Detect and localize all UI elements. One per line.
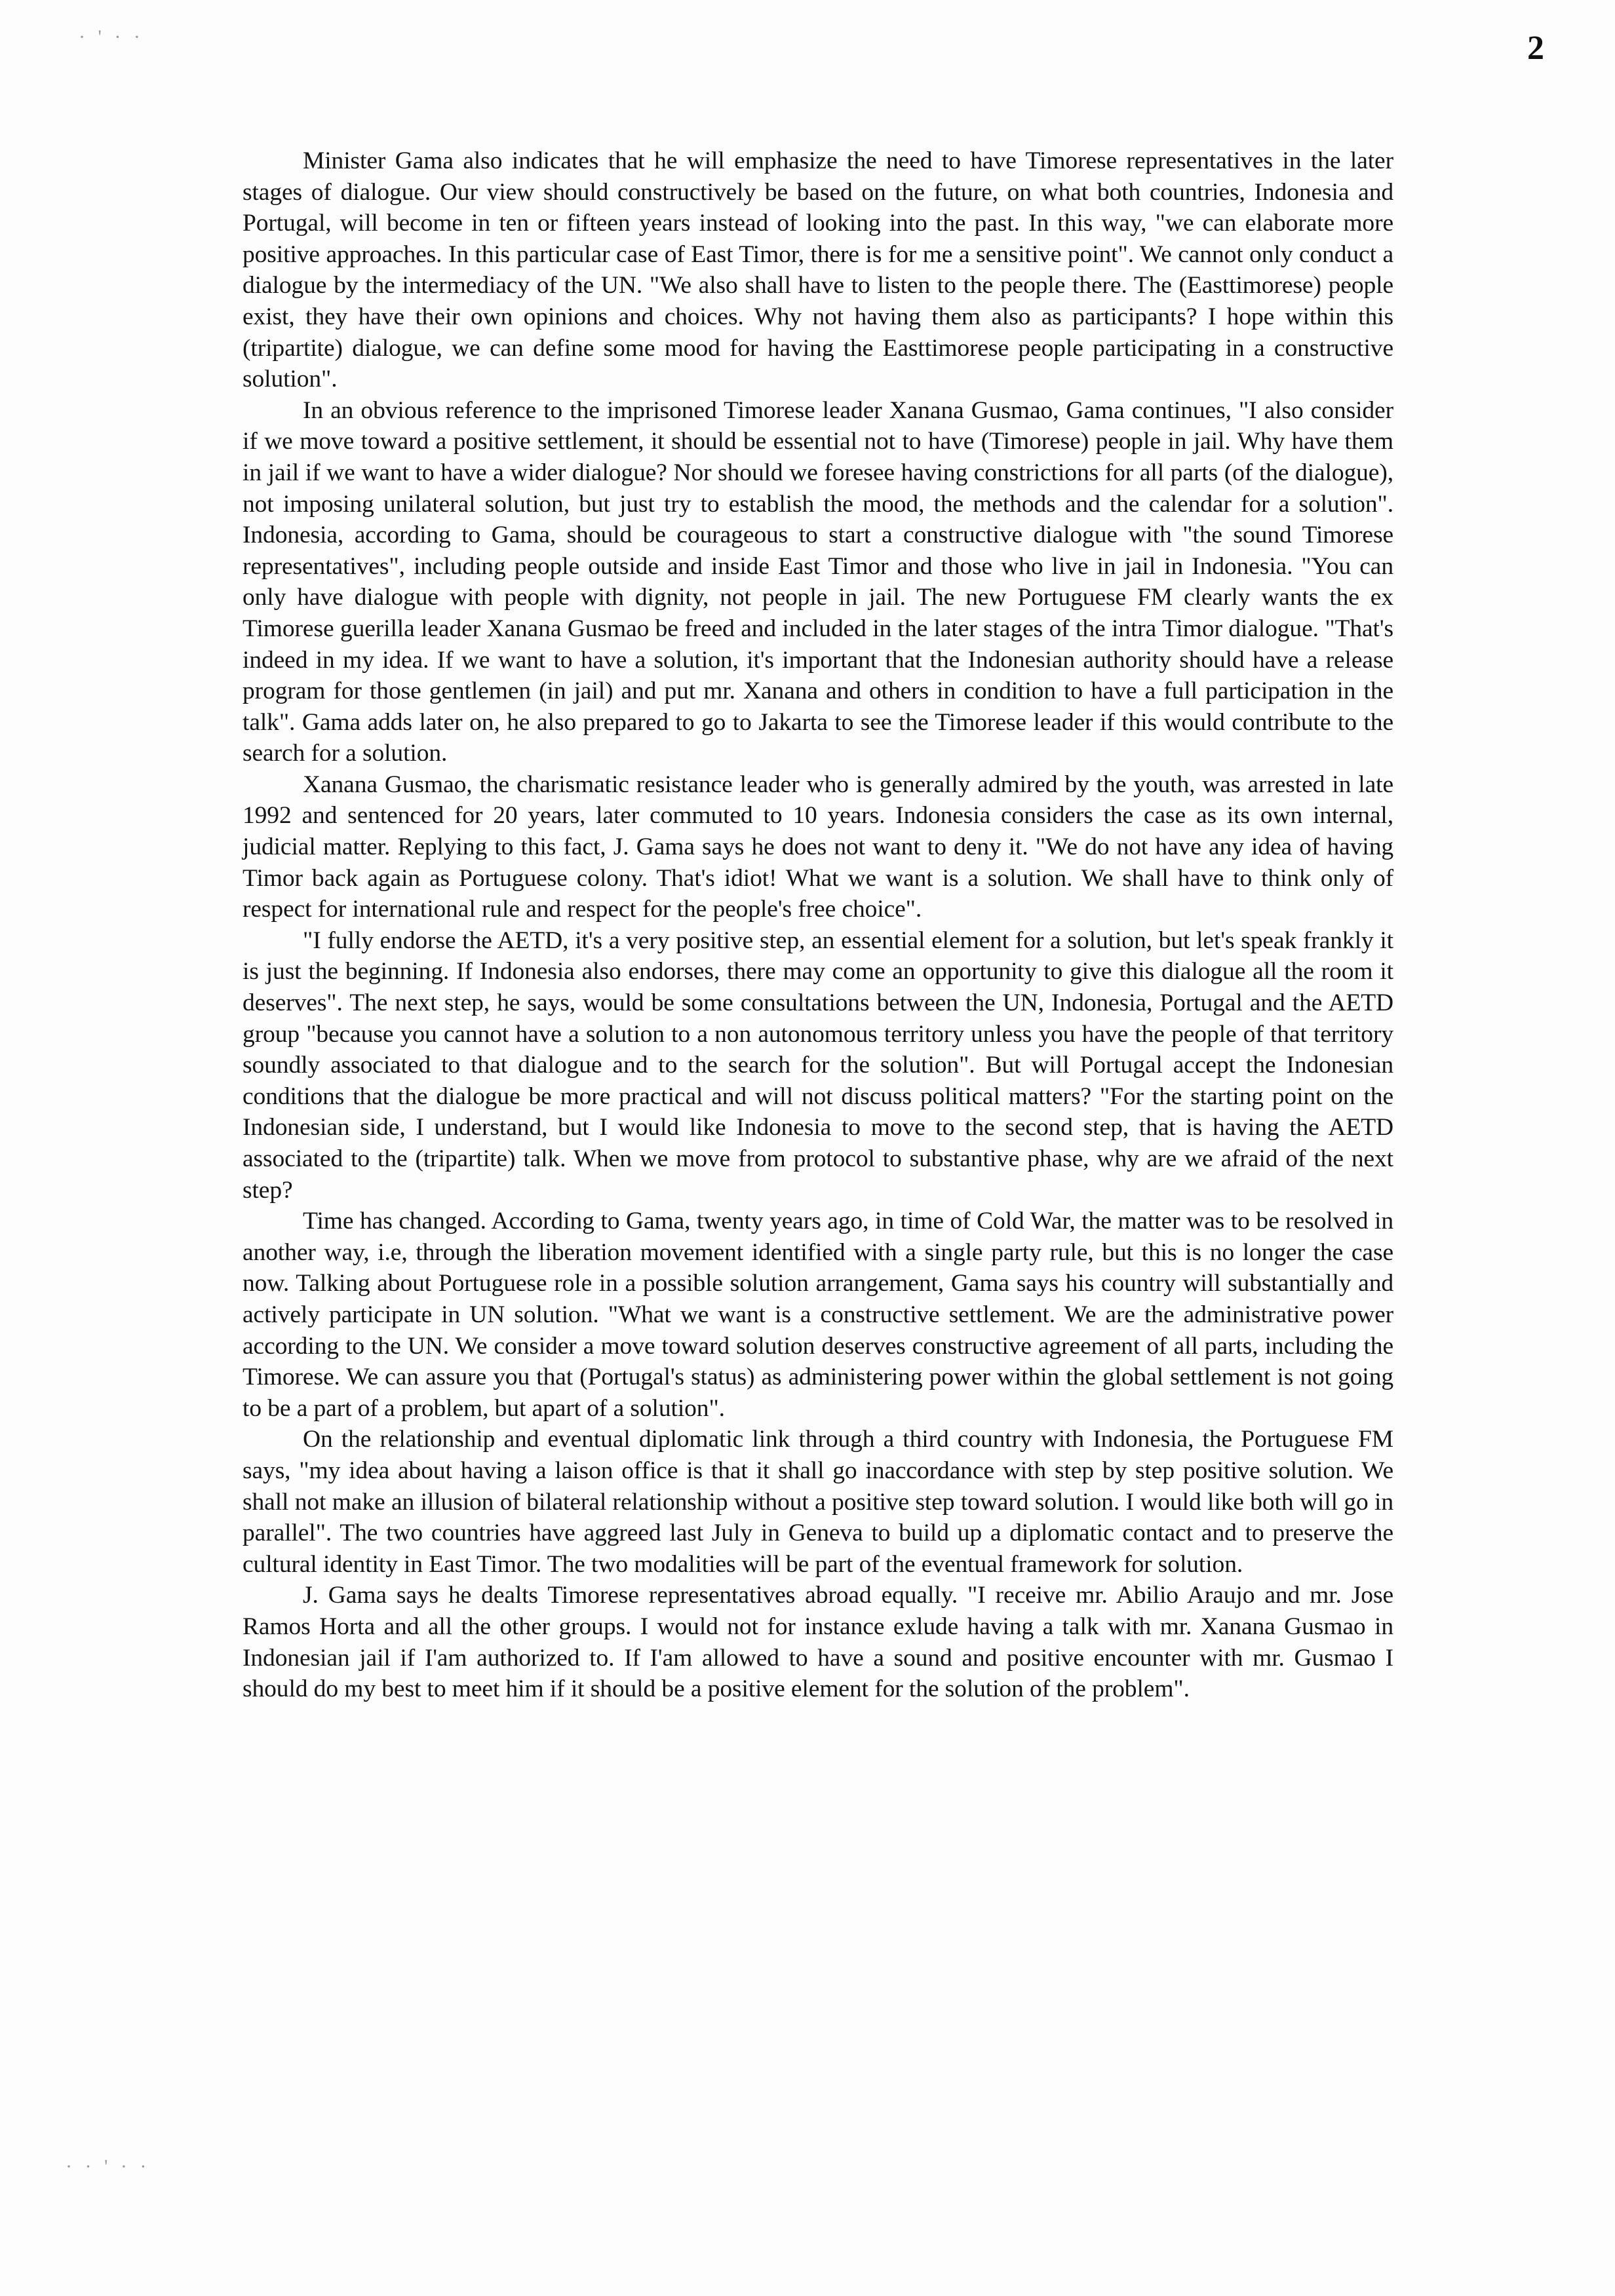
paragraph-1: Minister Gama also indicates that he will emphasize the need to have Timorese representatives in the later stages of dialogue. Our view should constructively be based on the future, on what both countries, Indonesia and Portugal, will become in ten or fifteen years instead of looking into the past. In this way, "we can elaborate more positive approaches. In this particular case of East Timor, there is for me a sensitive point". We cannot only conduct a dialogue by the intermediacy of the UN. "We also shall have to listen to the people there. The (Easttimorese) people exist, they have their own opinions and choices. Why not having them also as participants? I hope within this (tripartite) dialogue, we can define some mood for having the Easttimorese people participating in a constructive solution". xyxy=(243,147,1393,393)
paragraph-4: "I fully endorse the AETD, it's a very positive step, an essential element for a solution, but let's speak frankly it is just the beginning. If Indonesia also endorses, there may come an opportunity to give this dialogue all the room it deserves". The next step, he says, would be some consultations between the UN, Indonesia, Portugal and the AETD group "because you cannot have a solution to a non autonomous territory unless you have the people of that territory soundly associated to that dialogue and to the search for the solution". But will Portugal accept the Indonesian conditions that the dialogue be more practical and will not discuss political matters? "For the starting point on the Indonesian side, I understand, but I would like Indonesia to move to the second step, that is having the AETD associated to the (tripartite) talk. When we move from protocol to substantive phase, why are we afraid of the next step? xyxy=(243,927,1393,1204)
page-number: 2 xyxy=(1527,29,1544,67)
paragraph-7: J. Gama says he dealts Timorese representatives abroad equally. "I receive mr. Abilio Araujo and mr. Jose Ramos Horta and all the other groups. I would not for instance exlude having a talk with mr. Xanana Gusmao in Indonesian jail if I'am authorized to. If I'am allowed to have a sound and positive encounter with mr. Gusmao I should do my best to meet him if it should be a positive element for the solution of the problem". xyxy=(243,1582,1393,1703)
paragraph-5: Time has changed. According to Gama, twenty years ago, in time of Cold War, the matter was to be resolved in another way, i.e, through the liberation movement identified with a single party rule, but this is no longer the case now. Talking about Portuguese role in a possible solution arrangement, Gama says his country will substantially and actively participate in UN solution. "What we want is a constructive settlement. We are the administrative power according to the UN. We consider a move toward solution deserves constructive agreement of all parts, including the Timorese. We can assure you that (Portugal's status) as administering power within the global settlement is not going to be a part of a problem, but apart of a solution". xyxy=(243,1208,1393,1422)
scan-speck-top: · ' · · xyxy=(79,26,144,48)
scan-speck-bottom: · · ' · · xyxy=(66,2156,151,2177)
paragraph-6: On the relationship and eventual diplomatic link through a third country with Indonesia, the Portuguese FM says, "my idea about having a laison office is that it shall go inaccordance with step by step positive solution. We shall not make an illusion of bilateral relationship without a positive step toward solution. I would like both will go in parallel". The two countries have aggreed last July in Geneva to build up a diplomatic contact and to preserve the cultural identity in East Timor. The two modalities will be part of the eventual framework for solution. xyxy=(243,1426,1393,1578)
document-body xyxy=(243,145,1393,1705)
paragraph-2: In an obvious reference to the imprisoned Timorese leader Xanana Gusmao, Gama continues, "I also consider if we move toward a positive settlement, it should be essential not to have (Timorese) people in jail. Why have them in jail if we want to have a wider dialogue? Nor should we foresee having constrictions for all parts (of the dialogue), not imposing unilateral solution, but just try to establish the mood, the methods and the calendar for a solution". Indonesia, according to Gama, should be courageous to start a constructive dialogue with "the sound Timorese representatives", including people outside and inside East Timor and those who live in jail in Indonesia. "You can only have dialogue with people with dignity, not people in jail. The new Portuguese FM clearly wants the ex Timorese guerilla leader Xanana Gusmao be freed and included in the later stages of the intra Timor dialogue. "That's indeed in my idea. If we want to have a solution, it's important that the Indonesian authority should have a release program for those gentlemen (in jail) and put mr. Xanana and others in condition to have a full participation in the talk". Gama adds later on, he also prepared to go to Jakarta to see the Timorese leader if this would contribute to the search for a solution. xyxy=(243,396,1393,767)
paragraph-3: Xanana Gusmao, the charismatic resistance leader who is generally admired by the youth, was arrested in late 1992 and sentenced for 20 years, later commuted to 10 years. Indonesia considers the case as its own internal, judicial matter. Replying to this fact, J. Gama says he does not want to deny it. "We do not have any idea of having Timor back again as Portuguese colony. That's idiot! What we want is a solution. We shall have to think only of respect for international rule and respect for the people's free choice". xyxy=(243,771,1393,923)
